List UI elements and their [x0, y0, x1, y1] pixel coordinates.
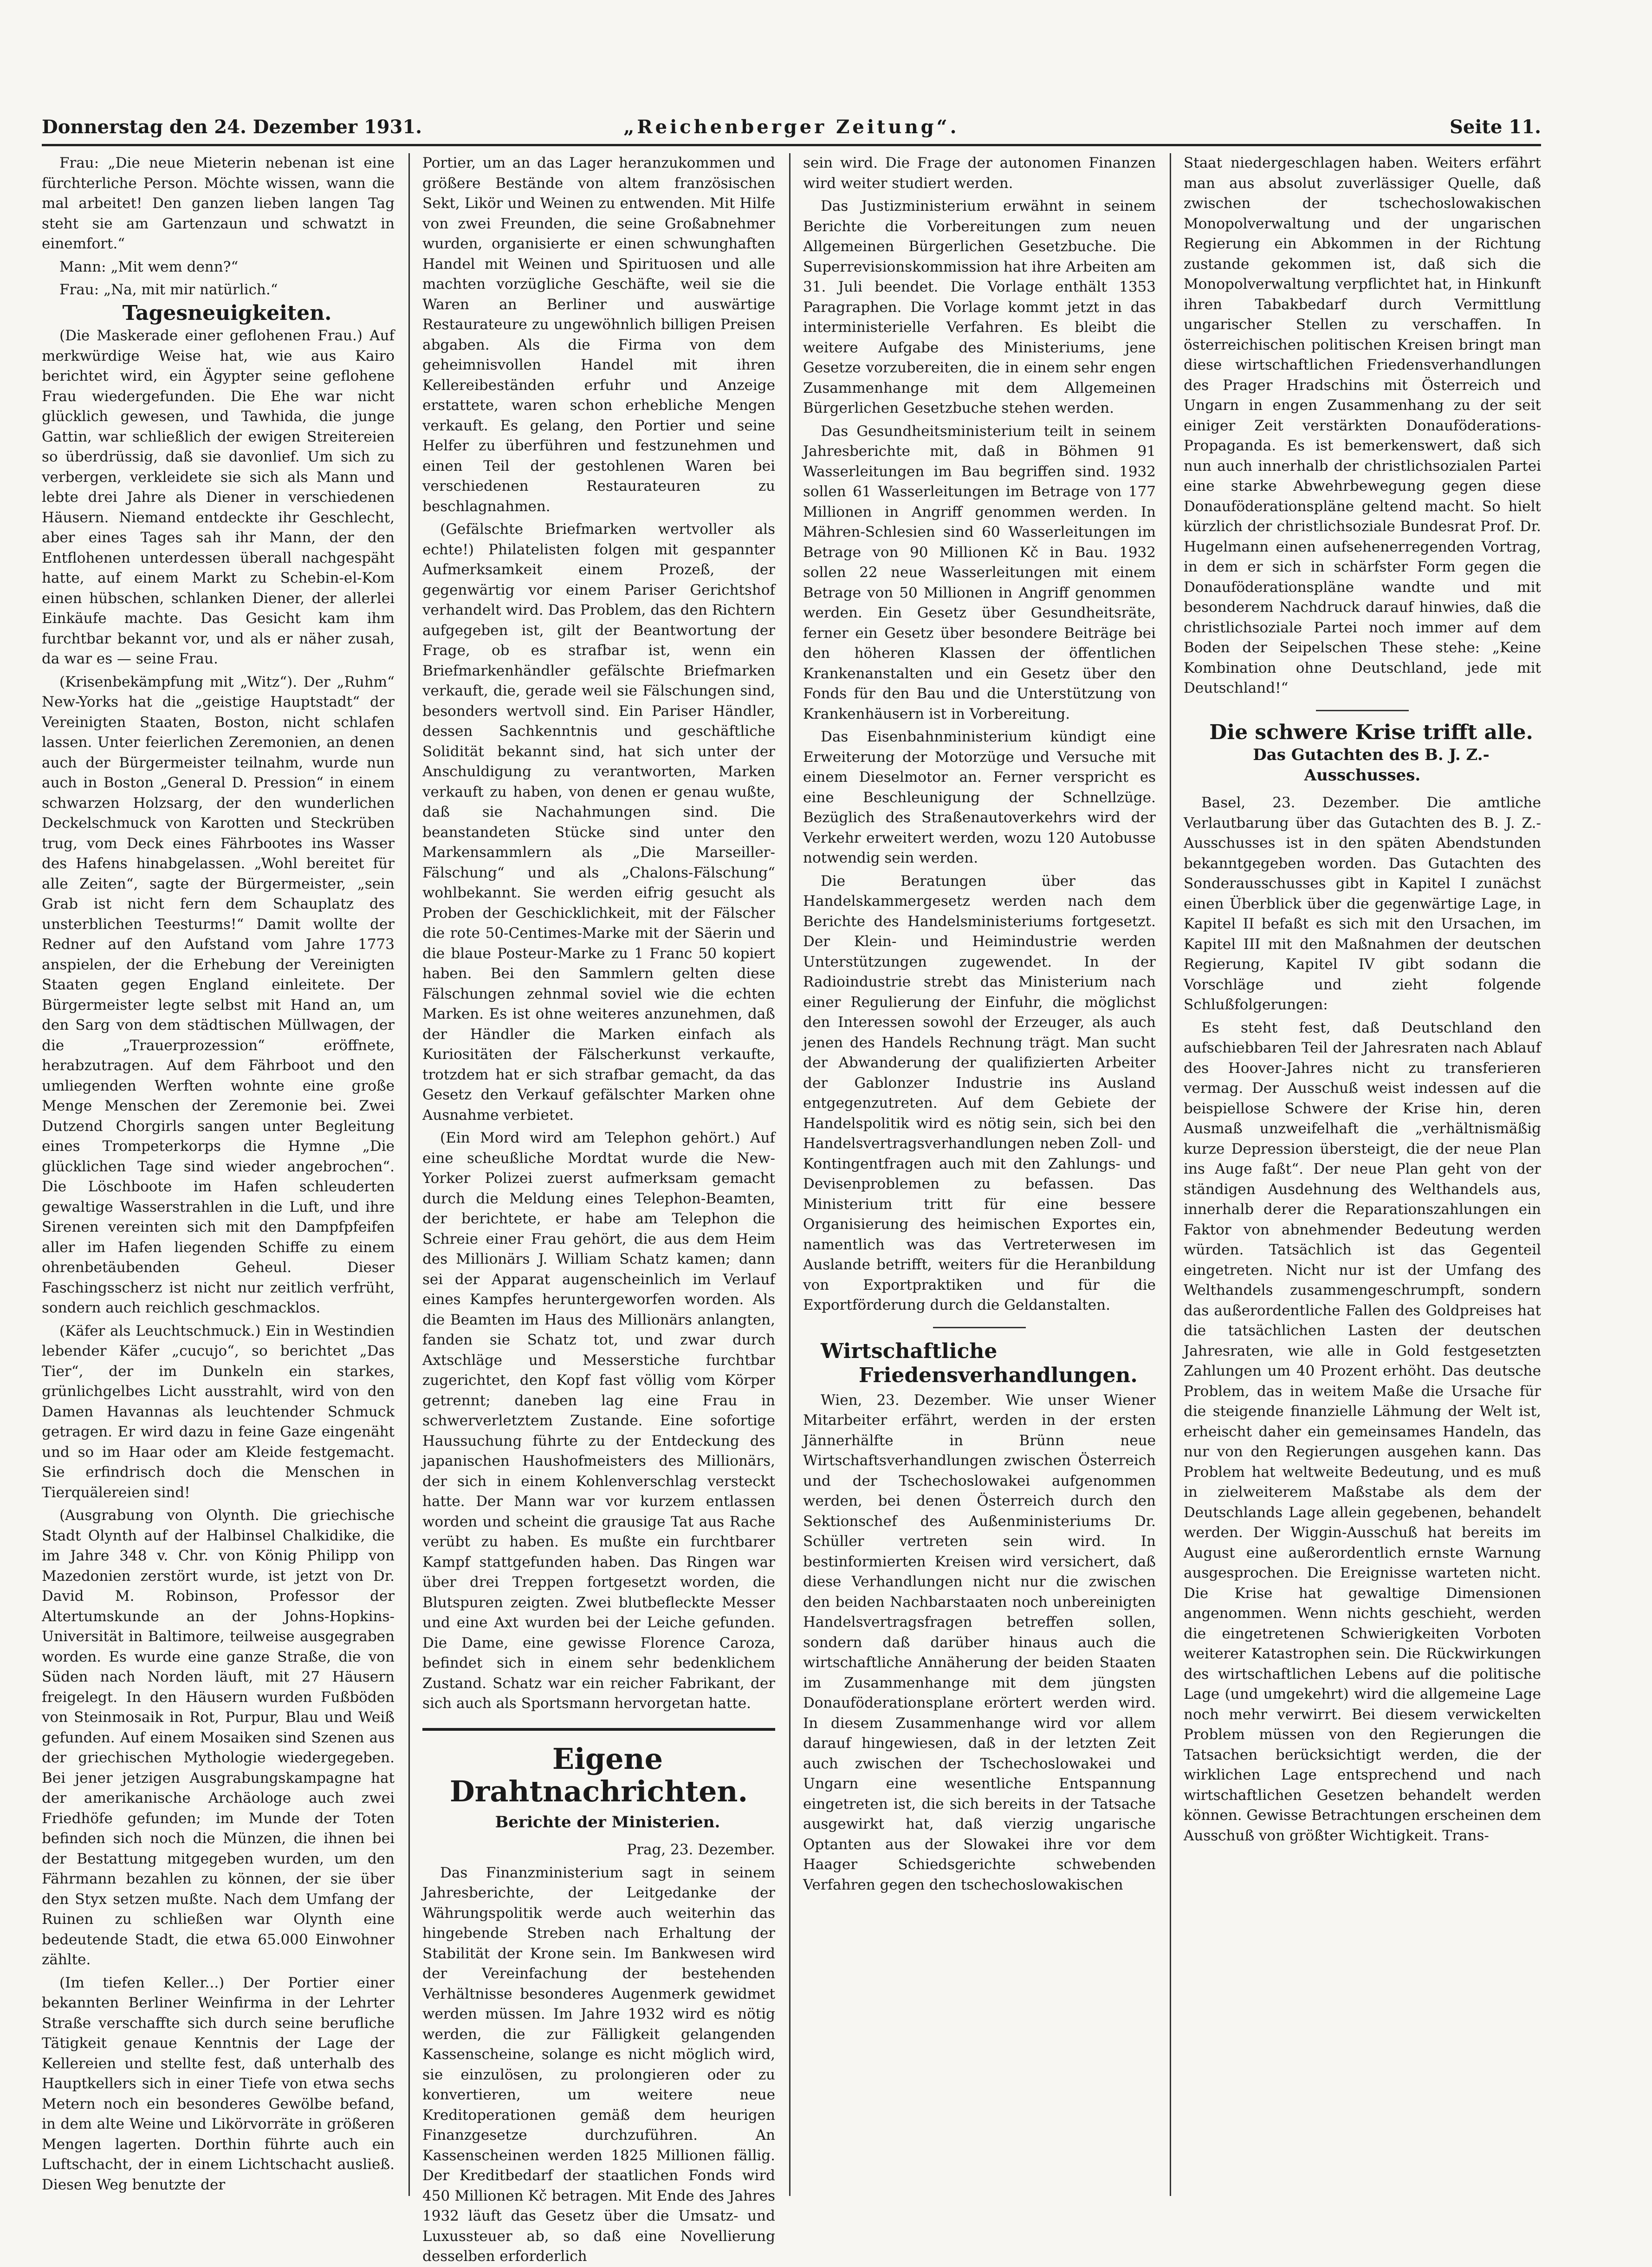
article-paragraph: Portier, um an das Lager heranzukommen und größere Bestände von altem französischen Sekt, Likör und Weinen zu entwenden. Mit Hilfe von zwei Freunden, die seine Großabnehmer wurden, organisierte er einen schwunghaften Handel mit Weinen und Spirituosen und alle machten vorzügliche Geschäfte, weil sie die Waren an Berliner und auswärtige Restaurateure zu ungewöhnlich billigen Preisen abgaben. Als die Firma von dem geheimnisvollen Handel mit ihren Kellereibeständen erfuhr und Anzeige erstattete, waren schon erhebliche Mengen verkauft. Es gelang, den Portier und seine Helfer zu überführen und festzunehmen und einen Teil der gestohlenen Waren bei verschiedenen Restaurateuren zu beschlagnahmen.	[422, 155, 775, 515]
page-header	[42, 111, 1541, 146]
column-1	[42, 153, 395, 2196]
article-paragraph: (Ein Mord wird am Telephon gehört.) Auf eine scheußliche Mordtat wurde die New-Yorker Polizei zuerst aufmerksam gemacht durch die Meldung eines Telephon-Beamten, der berichtete, er habe am Telephon die Schreie einer Frau gehört, die aus dem Heim des Millionärs J. William Schatz kamen; dann sei der Apparat augenscheinlich im Verlauf eines Kampfes heruntergeworfen worden. Als die Beamten im Haus des Millionärs anlangten, fanden sie Schatz tot, und zwar durch Axtschläge und Messerstiche furchtbar zugerichtet, den Kopf fast völlig vom Körper getrennt; daneben lag eine Frau in schwerverletztem Zustande. Eine sofortige Haussuchung führte zu der Entdeckung des japanischen Haushofmeisters des Millionärs, der sich in einem Kohlenverschlag versteckt hatte. Der Mann war vor kurzem entlassen worden und scheint die grausige Tat aus Rache verübt zu haben. Es mußte ein furchtbarer Kampf stattgefunden haben. Das Ringen war über drei Treppen fortgesetzt worden, die Blutspuren zeigten. Zwei blutbefleckte Messer und eine Axt wurden bei der Leiche gefunden. Die Dame, eine gewisse Florence Caroza, befindet sich in einem sehr bedenklichem Zustand. Schatz war ein reicher Fabrikant, der sich auch als Sportsmann hervorgetan hatte.	[422, 1130, 775, 1712]
dialog-line: Mann: „Mit wem denn?“	[59, 258, 239, 275]
article-paragraph: sein wird. Die Frage der autonomen Finanzen wird weiter studiert werden.	[803, 155, 1156, 192]
article-heading	[803, 1339, 1156, 1388]
article-paragraph: Das Gesundheitsministerium teilt in seinem Jahresberichte mit, daß in Böhmen 91 Wasserleitungen im Bau begriffen sind. 1932 sollen 61 Wasserleitungen im Betrage von 177 Millionen in Angriff genommen werden. In Mähren-Schlesien sind 60 Wasserleitungen im Betrage von 90 Millionen Kč in Bau. 1932 sollen 22 neue Wasserleitungen mit einem Betrage von 50 Millionen in Angriff genommen werden. Ein Gesetz über Gesundheitsräte, ferner ein Gesetz über besondere Beiträge bei den höheren Klassen der öffentlichen Krankenanstalten und ein Gesetz über den Fonds für den Bau und die Unterstützung von Krankenhäusern ist in Vorbereitung.	[803, 422, 1156, 722]
section-heading: Tagesneuigkeiten.	[122, 301, 332, 325]
header-date: Donnerstag den 24. Dezember 1931.	[42, 116, 422, 138]
newspaper-page	[42, 111, 1541, 2265]
article-paragraph: (Die Maskerade einer geflohenen Frau.) Auf merkwürdige Weise hat, wie aus Kairo berichtet wird, ein Ägypter seine geflohene Frau wiedergefunden. Die Ehe war nicht glücklich gewesen, und Tawhida, die junge Gattin, war schließlich der ewigen Streitereien so überdrüssig, daß sie davonlief. Um sich zu verbergen, verkleidete sie sich als Mann und lebte drei Jahre als Diener in verschiedenen Häusern. Niemand entdeckte ihr Geschlecht, aber eines Tages sah ihr Mann, der den Entflohenen unterdessen überall nachgespäht hatte, auf einem Markt zu Schebin-el-Kom einen hübschen, schlanken Diener, der allerlei Einkäufe machte. Das Gesicht kam ihm furchtbar bekannt vor, und als er näher zusah, da war es — seine Frau.	[42, 327, 395, 667]
article-heading: Die schwere Krise trifft alle.	[1209, 720, 1533, 744]
column-3	[803, 153, 1156, 2196]
column-4	[1184, 153, 1541, 2196]
section-divider	[422, 1728, 775, 1731]
section-big-heading: Eigene Drahtnachrichten.	[449, 1741, 748, 1808]
article-subheading: Das Gutachten des B. J. Z.-Ausschusses.	[1253, 746, 1490, 785]
newspaper-title: „Reichenberger Zeitung“.	[623, 116, 959, 138]
dialog-line: Frau: „Na, mit mir natürlich.“	[59, 281, 278, 298]
article-heading-line-2: Friedensverhandlungen.	[859, 1363, 1138, 1387]
article-paragraph: Das Justizministerium erwähnt in seinem Berichte die Vorbereitungen zum neuen Allgemeinen Bürgerlichen Gesetzbuche. Die Superrevisionskommission hat ihre Arbeiten am 31. Juli beendet. Die Vorlage enthält 1353 Paragraphen. Die Vorlage kommt jetzt in das interministerielle Verfahren. Es bleibt die weitere Aufgabe des Ministeriums, jene Gesetze vorzubereiten, die in einem sehr engen Zusammenhange mit dem Allgemeinen Bürgerlichen Gesetzbuche stehen werden.	[803, 198, 1156, 416]
section-subheading: Berichte der Ministerien.	[495, 1812, 720, 1832]
column-rule	[1170, 153, 1171, 2196]
article-paragraph: Das Finanzministerium sagt in seinem Jahresberichte, der Leitgedanke der Währungspolitik werde auch weiterhin das hingebende Streben nach Erhaltung der Stabilität der Krone sein. Im Bankwesen wird der Vereinfachung der bestehenden Verhältnisse besonderes Augenmerk gewidmet werden müssen. Im Jahre 1932 wird es nötig werden, die zur Fälligkeit gelangenden Kassenscheine, solange es nicht möglich wird, sie einzulösen, zu prolongieren oder zu konvertieren, um weitere neue Kreditoperationen gemäß dem heurigen Finanzgesetze durchzuführen. An Kassenscheinen werden 1825 Millionen fällig. Der Kreditbedarf der staatlichen Fonds wird 450 Millionen Kč betragen. Mit Ende des Jahres 1932 läuft das Gesetz über die Umsatz- und Luxussteuer ab, so daß eine Novellierung desselben erforderlich	[422, 1864, 775, 2265]
article-paragraph: (Im tiefen Keller...) Der Portier einer bekannten Berliner Weinfirma in der Lehrter Straße verschaffte sich durch seine berufliche Tätigkeit genaue Kenntnis der Lage der Kellereien und stellte fest, daß unterhalb des Hauptkellers sich in einer Tiefe von etwa sechs Metern noch ein besonderes Gewölbe befand, in dem alte Weine und Likörvorräte in größeren Mengen lagerten. Dorthin führte auch ein Luftschacht, der in einem Lichtschacht ausließ. Diesen Weg benutzte der	[42, 1974, 395, 2193]
article-paragraph: Staat niedergeschlagen haben. Weiters erfährt man aus absolut zuverlässiger Quelle, daß zwischen der tschechoslowakischen Monopolverwaltung und der ungarischen Regierung ein Abkommen in der Richtung zustande gekommen ist, daß sich die Monopolverwaltung verpflichtet hat, in Hinkunft ihren Tabakbedarf durch Vermittlung ungarischer Stellen zu verschaffen. In österreichischen politischen Kreisen bringt man diese wirtschaftlichen Friedensverhandlungen des Prager Hradschins mit Österreich und Ungarn in engen Zusammenhang zu der seit einiger Zeit verstärkten Donauföderations-Propaganda. Es ist bemerkenswert, daß sich nun auch innerhalb der christlichsozialen Partei eine starke Abwehrbewegung gegen diese Donauföderationspläne geltend macht. So hielt kürzlich der christlichsoziale Bundesrat Prof. Dr. Hugelmann einen aufsehenerregenden Vortrag, in dem er sich in schärfster Form gegen die Donauföderationspläne wandte und mit besonderem Nachdruck darauf hinwies, daß die christlichsoziale Partei noch immer auf dem Boden der Seipelschen These stehe: „Keine Kombination ohne Deutschland, jede mit Deutschland!“	[1184, 155, 1541, 696]
dateline: Prag, 23. Dezember.	[627, 1841, 775, 1858]
article-paragraph: (Ausgrabung von Olynth. Die griechische Stadt Olynth auf der Halbinsel Chalkidike, die im Jahre 348 v. Chr. von König Philipp von Mazedonien zerstört wurde, ist jetzt von Dr. David M. Robinson, Professor der Altertumskunde an der Johns-Hopkins-Universität in Baltimore, teilweise ausgegraben worden. Es wurde eine ganze Straße, die von Süden nach Norden läuft, mit 27 Häusern freigelegt. In den Häusern wurden Fußböden von Steinmosaik in Rot, Purpur, Blau und Weiß gefunden. Auf einem Mosaiken sind Szenen aus der griechischen Mythologie wiedergegeben. Bei jener jetzigen Ausgrabungskampagne hat der amerikanische Archäologe auch zwei Friedhöfe gefunden; im Munde der Toten befinden sich noch die Münzen, die ihnen bei der Bestattung mitgegeben wurden, um den Fährmann bezahlen zu können, der sie über den Styx setzen mußte. Nach dem Umfang der Ruinen zu schließen war Olynth eine bedeutende Stadt, die etwa 65.000 Einwohner zählte.	[42, 1507, 395, 1968]
article-paragraph: Die Beratungen über das Handelskammergesetz werden nach dem Berichte des Handelsministeriums fortgesetzt. Der Klein- und Heimindustrie werden Unterstützungen zugewendet. In der Radioindustrie strebt das Ministerium nach einer Regulierung der Einfuhr, die möglichst den Interessen sowohl der Erzeuger, als auch jenen des Handels Rechnung trägt. Man sucht der Abwanderung der qualifizierten Arbeiter der Gablonzer Industrie ins Ausland entgegenzutreten. Auf dem Gebiete der Handelspolitik wird es nötig sein, sich bei den Handelsvertragsverhandlungen neben Zoll- und Kontingentfragen auch mit den Zahlungs- und Devisenproblemen zu befassen. Das Ministerium tritt für eine bessere Organisierung des heimischen Exportes ein, namentlich was das Vertreterwesen im Auslande betrifft, weiters für die Heranbildung von Exportpraktiken und für die Exportförderung durch die Geldanstalten.	[803, 872, 1156, 1313]
article-divider	[1316, 710, 1409, 711]
column-rule	[789, 153, 790, 2196]
article-paragraph: Basel, 23. Dezember. Die amtliche Verlautbarung über das Gutachten des B. J. Z.-Ausschusses ist in den späten Abendstunden bekanntgegeben worden. Das Gutachten des Sonderausschusses gibt in Kapitel I zunächst einen Überblick über die gegenwärtige Lage, in Kapitel II befaßt es sich mit den Ursachen, im Kapitel III mit den Maßnahmen der deutschen Regierung, Kapitel IV gibt sodann die Vorschläge und zieht folgende Schlußfolgerungen:	[1184, 794, 1541, 1013]
column-rule	[408, 153, 410, 2196]
article-paragraph: (Krisenbekämpfung mit „Witz“). Der „Ruhm“ New-Yorks hat die „geistige Hauptstadt“ der Vereinigten Staaten, Boston, nicht schlafen lassen. Unter feierlichen Zeremonien, an denen auch der Bürgermeister teilnahm, wurde nun auch in Boston „General D. Pression“ in einem schwarzen Holzsarg, der den wunderlichen Deckelschmuck von Karotten und Steckrüben trug, vom Deck eines Fährbootes ins Wasser des Hafens hinabgelassen. „Wohl bereitet für alle Zeiten“, sagte der Bürgermeister, „sein Grab ist nicht fern dem Schauplatz des unsterblichen Teesturms!“ Damit wollte der Redner auf den Aufstand vom Jahre 1773 anspielen, der die Erhebung der Vereinigten Staaten gegen England einleitete. Der Bürgermeister legte selbst mit Hand an, um den Sarg von dem städtischen Müllwagen, der die „Trauerprozession“ eröffnete, herabzutragen. Auf dem Fährboot und den umliegenden Werften wohnte eine große Menge Menschen der Zeremonie bei. Zwei Dutzend Chorgirls sangen unter Begleitung eines Trompeterkorps die Hymne „Die glücklichen Tage sind wieder angebrochen“. Die Löschboote im Hafen schleuderten gewaltige Wasserstrahlen in die Luft, und ihre Sirenen vereinten sich mit den Dampfpfeifen aller im Hafen liegenden Schiffe zu einem ohrenbetäubenden Geheul. Dieser Faschingsscherz ist nicht nur zeitlich verfrüht, sondern auch reichlich geschmacklos.	[42, 673, 395, 1316]
dialog-line: Frau: „Die neue Mieterin nebenan ist eine fürchterliche Person. Möchte wissen, wann die mal arbeitet! Den ganzen lieben langen Tag steht sie am Gartenzaun und schwatzt in einemfort.“	[42, 155, 395, 252]
article-divider	[933, 1327, 1026, 1328]
article-paragraph: Wien, 23. Dezember. Wie unser Wiener Mitarbeiter erfährt, werden in der ersten Jännerhälfte in Brünn neue Wirtschaftsverhandlungen zwischen Österreich und der Tschechoslowakei aufgenommen werden, bei denen Österreich durch den Sektionschef des Außenministeriums Dr. Schüller vertreten sein wird. In bestinformierten Kreisen wird versichert, daß diese Verhandlungen nicht nur die zwischen den beiden Nachbarstaaten noch unbereinigten Handelsvertragsfragen betreffen sollen, sondern daß darüber hinaus auch die wirtschaftliche Annäherung der beiden Staaten im Zusammenhange mit dem jüngsten Donauföderationsplane erörtert werden wird. In diesem Zusammenhange wird vor allem darauf hingewiesen, daß in der letzten Zeit auch zwischen der Tschechoslowakei und Ungarn eine wesentliche Entspannung eingetreten ist, die sich bereits in der Tatsache ausgewirkt hat, daß vierzig ungarische Optanten aus der Slowakei ihre vor dem Haager Schiedsgerichte schwebenden Verfahren gegen den tschechoslowakischen	[803, 1391, 1156, 1893]
article-paragraph: (Käfer als Leuchtschmuck.) Ein in Westindien lebender Käfer „cucujo“, so berichtet „Das Tier“, der im Dunkeln ein starkes, grünlichgelbes Licht ausstrahlt, wird von den Damen Havannas als leuchtender Schmuck getragen. Er wird dazu in feine Gaze eingenäht und so im Haar oder am Kleide festgemacht. Sie erfindrisch doch die Menschen in Tierquälereien sind!	[42, 1322, 395, 1501]
article-heading-line-1: Wirtschaftliche	[821, 1339, 998, 1363]
article-paragraph: (Gefälschte Briefmarken wertvoller als echte!) Philatelisten folgen mit gespannter Aufmerksamkeit einem Prozeß, der gegenwärtig vor einem Pariser Gerichtshof verhandelt wird. Das Problem, das den Richtern aufgegeben ist, gilt der Beantwortung der Frage, ob es strafbar ist, wenn ein Briefmarkenhändler gefälschte Briefmarken verkauft, die, gerade weil sie Fälschungen sind, besonders wertvoll sind. Ein Pariser Händler, dessen Sachkenntnis und geschäftliche Solidität bekannt sind, hat sich unter der Anschuldigung zu verantworten, Marken verkauft zu haben, von denen er genau wußte, daß sie Nachahmungen sind. Die beanstandeten Stücke sind unter den Markensammlern als „Die Marseiller-Fälschung“ und als „Chalons-Fälschung“ wohlbekannt. Sie werden eifrig gesucht als Proben der Geschicklichkeit, mit der Fälscher die rote 50-Centimes-Marke mit der Säerin und die blaue Posteur-Marke zu 1 Franc 50 kopiert haben. Bei den Sammlern gelten diese Fälschungen zehnmal soviel wie die echten Marken. Es ist ohne weiteres anzunehmen, daß der Händler die Marken einfach als Kuriositäten der Fälscherkunst verkaufte, trotzdem hat er sich strafbar gemacht, da das Gesetz den Verkauf gefälschter Marken ohne Ausnahme verbietet.	[422, 521, 775, 1124]
page-number: Seite 11.	[1450, 116, 1541, 138]
column-2	[422, 153, 775, 2265]
article-paragraph: Das Eisenbahnministerium kündigt eine Erweiterung der Motorzüge und Versuche mit einem Dieselmotor an. Ferner verspricht es eine Beschleunigung der Schnellzüge. Bezüglich des Straßenautoverkehrs wird der Verkehr erweitert werden, wozu 120 Autobusse notwendig sein werden.	[803, 728, 1156, 866]
article-paragraph: Es steht fest, daß Deutschland den aufschiebbaren Teil der Jahresraten nach Ablauf des Hoover-Jahres nicht zu transferieren vermag. Der Ausschuß weist indessen auf die beispiellose Schwere der Krise hin, deren Ausmaß unzweifelhaft die „verhältnismäßig kurze Depression übersteigt, die der neue Plan ins Auge faßt“. Der neue Plan geht von der ständigen Ausdehnung des Welthandels aus, innerhalb derer die Reparationszahlungen ein Faktor von abnehmender Bedeutung werden würden. Tatsächlich ist das Gegenteil eingetreten. Nicht nur ist der Umfang des Welthandels zusammengeschrumpft, sondern das außerordentliche Fallen des Goldpreises hat die tatsächlichen Lasten der deutschen Jahresraten, wie alle in Gold festgesetzten Zahlungen um 40 Prozent erhöht. Das deutsche Problem, das in weitem Maße die Ursache für die steigende finanzielle Lähmung der Welt ist, erheischt daher ein gemeinsames Handeln, das nur von den Regierungen ausgehen kann. Das Problem hat weltweite Bedeutung, und es muß in zielweiterem Maßstabe als dem der Deutschlands Lage allein gegebenen, behandelt werden. Der Wiggin-Ausschuß hat bereits im August eine außerordentlich ernste Warnung ausgesprochen. Die Ereignisse warteten nicht. Die Krise hat gewaltige Dimensionen angenommen. Wenn nichts geschieht, werden die eingetretenen Schwierigkeiten Vorboten weiterer Katastrophen sein. Die Rückwirkungen des wirtschaftlichen Lebens auf die politische Lage (und umgekehrt) wird die allgemeine Lage noch mehr verwirrt. Bei diesem verwickelten Problem müssen von den Regierungen die Tatsachen berücksichtigt werden, die der wirklichen Lage entsprechend und nach wirtschaftlichen Gesetzen behandelt werden können. Gewisse Betrachtungen erscheinen dem Ausschuß von größter Wichtigkeit. Trans-	[1184, 1019, 1541, 1844]
